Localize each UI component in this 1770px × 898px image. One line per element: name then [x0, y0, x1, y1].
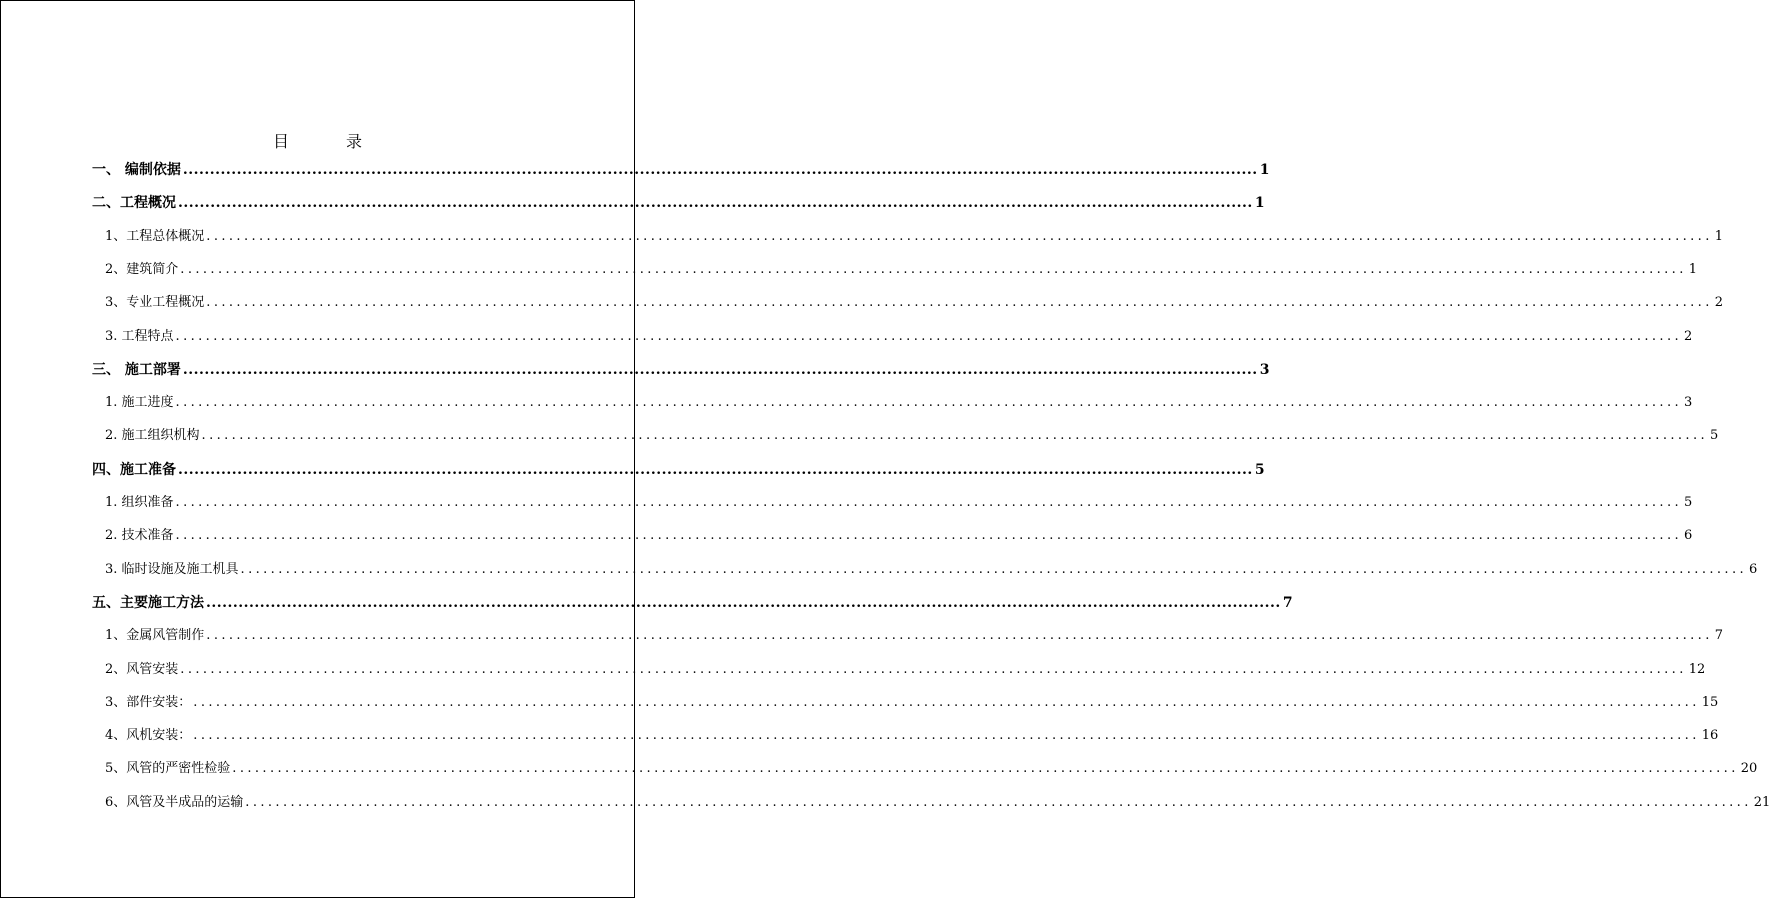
toc-page-number: 2	[1714, 295, 1724, 311]
toc-dot-leader: ........................................................................................................................................................................................................	[182, 361, 1258, 378]
toc-page-number: 1	[1254, 195, 1265, 212]
toc-entry[interactable]	[92, 192, 1265, 214]
toc-page-number: 6	[1684, 528, 1693, 544]
toc-entry-label: 三、 施工部署	[92, 361, 181, 378]
toc-page-number: 1	[1688, 261, 1698, 277]
toc-entry-label: 2、建筑简介	[105, 261, 179, 277]
toc-entry[interactable]	[105, 525, 1693, 547]
toc-entry[interactable]	[105, 725, 1719, 747]
toc-entry-label: 3、专业工程概况	[105, 295, 205, 311]
toc-entry[interactable]	[105, 559, 1758, 581]
toc-entry[interactable]	[105, 625, 1724, 647]
toc-entry[interactable]	[105, 425, 1719, 447]
toc-entry[interactable]	[105, 659, 1706, 681]
toc-page-number: 7	[1714, 628, 1724, 644]
toc-page-number: 1	[1259, 162, 1270, 178]
toc-page-number: 16	[1701, 728, 1719, 744]
toc-entry-label: 一、 编制依据	[92, 162, 181, 178]
toc-entry-label: 4、风机安装：	[105, 728, 192, 744]
toc-dot-leader: ........................................................................................................................................................................................................	[175, 395, 1683, 411]
toc-dot-leader: ........................................................................................................................................................................................................	[206, 295, 1713, 311]
toc-dot-leader: ........................................................................................................................................................................................................	[206, 228, 1713, 244]
toc-entry[interactable]	[92, 359, 1270, 381]
toc-entry-label: 2. 施工组织机构	[105, 428, 200, 444]
toc-dot-leader: ........................................................................................................................................................................................................	[178, 461, 1253, 478]
toc-page-number: 3	[1259, 361, 1270, 378]
toc-entry[interactable]	[105, 226, 1724, 248]
toc-page-number: 21	[1753, 794, 1770, 810]
toc-dot-leader: ........................................................................................................................................................................................................	[206, 594, 1281, 611]
toc-page-number: 5	[1254, 461, 1265, 478]
toc-page-number: 12	[1688, 661, 1706, 677]
toc-entry[interactable]	[92, 592, 1293, 614]
toc-entry[interactable]	[105, 392, 1693, 414]
toc-page-number: 7	[1282, 594, 1293, 611]
toc-entry-label: 3. 临时设施及施工机具	[105, 561, 239, 577]
toc-entry-label: 5、风管的严密性检验	[105, 761, 231, 777]
toc-entry-label: 2. 技术准备	[105, 528, 174, 544]
toc-entry-label: 四、施工准备	[92, 461, 176, 478]
toc-dot-leader: ........................................................................................................................................................................................................	[232, 761, 1739, 777]
toc-dot-leader: ........................................................................................................................................................................................................	[193, 694, 1700, 710]
toc-entry[interactable]	[105, 259, 1698, 281]
toc-entry[interactable]	[92, 159, 1270, 181]
toc-page-number: 2	[1684, 328, 1693, 344]
toc-page-number: 15	[1701, 694, 1719, 710]
toc-dot-leader: ........................................................................................................................................................................................................	[206, 628, 1713, 644]
toc-page-number: 5	[1684, 495, 1693, 510]
toc-entry-label: 1、金属风管制作	[105, 628, 205, 644]
toc-entry[interactable]	[105, 326, 1693, 348]
toc-entry-label: 1. 施工进度	[105, 395, 174, 411]
toc-page-number: 3	[1684, 395, 1693, 411]
toc-dot-leader: ........................................................................................................................................................................................................	[182, 162, 1258, 178]
toc-page-number: 5	[1710, 428, 1719, 444]
toc-entry-label: 2、风管安装	[105, 661, 179, 677]
toc-title: 目 录	[272, 132, 389, 151]
toc-entry-label: 1、工程总体概况	[105, 228, 205, 244]
toc-entry[interactable]	[105, 758, 1758, 780]
toc-dot-leader: ........................................................................................................................................................................................................	[175, 528, 1683, 544]
toc-entry[interactable]	[105, 792, 1770, 814]
toc-dot-leader: ........................................................................................................................................................................................................	[180, 661, 1687, 677]
toc-dot-leader: ........................................................................................................................................................................................................	[178, 195, 1253, 212]
toc-entry[interactable]	[105, 692, 1719, 714]
toc-dot-leader: ........................................................................................................................................................................................................	[201, 428, 1709, 444]
toc-dot-leader: ........................................................................................................................................................................................................	[175, 495, 1683, 510]
toc-dot-leader: ........................................................................................................................................................................................................	[193, 728, 1700, 744]
toc-entry[interactable]	[105, 492, 1693, 514]
toc-page-number: 1	[1714, 228, 1724, 244]
toc-page-number: 20	[1740, 761, 1758, 777]
toc-dot-leader: ........................................................................................................................................................................................................	[240, 561, 1748, 577]
toc-page-number: 6	[1749, 561, 1758, 577]
toc-entry-label: 二、工程概况	[92, 195, 176, 212]
toc-entry[interactable]	[92, 459, 1265, 481]
toc-entry-label: 五、主要施工方法	[92, 594, 204, 611]
toc-entry[interactable]	[105, 292, 1724, 314]
toc-dot-leader: ........................................................................................................................................................................................................	[245, 794, 1752, 810]
toc-entry-label: 6、风管及半成品的运输	[105, 794, 244, 810]
toc-entry-label: 3. 工程特点	[105, 328, 174, 344]
toc-dot-leader: ........................................................................................................................................................................................................	[180, 261, 1687, 277]
toc-dot-leader: ........................................................................................................................................................................................................	[175, 328, 1683, 344]
toc-entry-label: 3、部件安装：	[105, 694, 192, 710]
toc-entry-label: 1. 组织准备	[105, 495, 174, 510]
